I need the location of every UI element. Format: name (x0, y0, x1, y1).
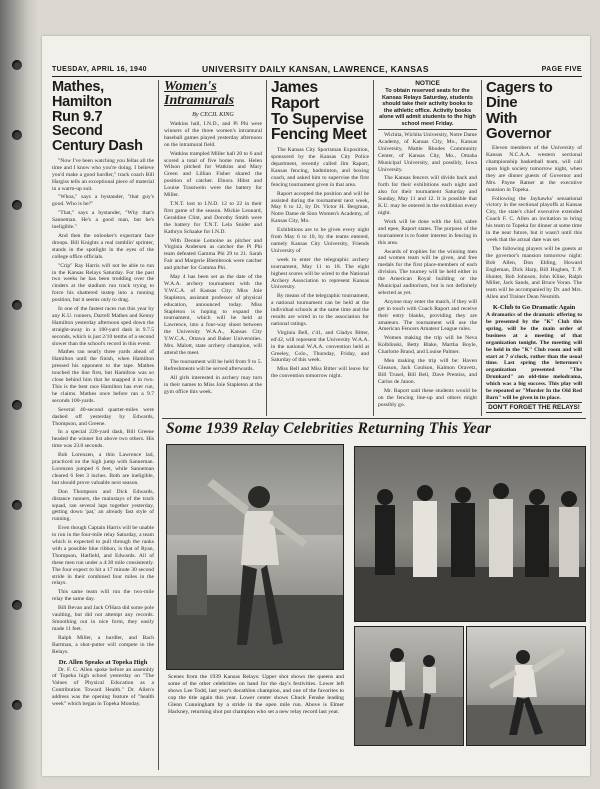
photo-shot-put (466, 626, 586, 746)
column-cagers (486, 80, 582, 416)
cagers-article: Eleven members of the University of Kansas N.C.A.A. western sectional championship basketball team, will call upon high society tomorrow night, when they are dinner guests of Governor and Mrs. Payne Ratner at the executive mansion in Topeka. Following the Jayhawks' sensational victory in the sectional playoffs at Kansas City, the state's chief executive extended Coach F. C. Allen an invitation to bring his team to Topeka for dinner at some time in the near future, but it wasn't until this week that the actual date was set. The following players will be guests at the governor's mansion tomorrow night: Bob Allen, Don Ebling, Howard Engleman, Dick Harp, Bill Hogben, T. P. Hunter, Bob Johnson, John Kline, Ralph Miller, Jack Sands, and Bruce Voran. The team will be accompanied by Dr. and Mrs. Allen and Trainer Dean Nesmith. (486, 145, 582, 301)
women-title: Women's Intramurals (164, 80, 235, 108)
cagers-headline: Cagers to Dine With Governor (486, 80, 553, 142)
binder-edge (0, 0, 40, 789)
paper-name: UNIVERSITY DAILY KANSAN, LAWRENCE, KANSAS (202, 64, 429, 74)
notice-title: NOTICE (415, 80, 440, 87)
byline: By CECIL KING (192, 111, 234, 118)
column-track (52, 80, 154, 770)
runners (355, 627, 463, 745)
issue-date: TUESDAY, APRIL 16, 1940 (52, 66, 147, 73)
column-rule (481, 80, 482, 416)
athlete-figure (167, 445, 343, 669)
column-women (164, 80, 262, 416)
column-notice (378, 80, 477, 416)
women-article: Watkins hall, I.N.D., and Pi Phi were winners of the three women's intramural baseball games played yesterday afternoon on the intramural field. Watkins trampled Miller hall 20 to 6 and scored a total of five home runs. Helen Wilson pitched for Watkins and Mary Green and Lillian Fisher shared the position of catcher. Elnora Hibst and Louise Trautwein were the battery for Miller. T.N.T. lost to I.N.D. 12 to 22 in their first game of the season. Mickie Leonard, Geraldine Clint, and Dorothy Smith were the battery for T.N.T. Lela Snider and Kathryn Schaake for I.N.D. With Deonie Lemoine as pitcher and Virginia Andersen as catcher the Pi Phi team defeated Gamma Phi 29 to 21. Sarah Fair and Margerie Blembrook were catcher and pitcher for Gamma Phi. May 4 has been set as the date of the W.A.A. archery tournament with the Y.W.C.A. of Kansas City. Miss Joie Stapleton, assistant professor of physical education, announced today. Miss Stapleton is hoping to expand the tournament, which will be held at Lawrence, into a four-way shoot between the University W.A.A., Kansas City Y.W.C.A., Ottawa and Baker Universities. Mrs. Malott, state archery champion, will attend the meet. The tournament will be held from 9 to 5. Refreshments will be served afterwards. All girls interested in archery may turn in their names to Miss Joie Stapleton at the gym office this week. (164, 121, 262, 395)
photo-caption: Scenes from the 1939 Kansas Relays: Upper shot shows the queens and some of the other celebrities on hand for the day's festivities. Lower left shows Lee Todd, last year's decathlon champion, and one of the favorites to cop the title again this year. Lower center shows Chuck Fenske leading Glenn Cunningham by a stride in the open mile run. Above is Elmer Hackney, returning shot put champion who set a new relay record last year. (168, 674, 344, 715)
column-fencing (271, 80, 369, 416)
photo-mile-run (354, 626, 464, 746)
newspaper-page (42, 36, 590, 776)
allen-article: Dr. F. C. Allen spoke before an assembly of Topeka high school yesterday on "The Values of Physical Education as a Contribution Toward Health." Dr. Allen's address was the opening feature of "health week" which began in Topeka Monday. (52, 666, 154, 708)
fencing-article: The Kansas City Sportsman Exposition, sponsored by the Kansas City Police department, recently called Jim Raport, Kansas fencing, badminton, and boxing coach, and asked him to supervise the first fencing tournament given in that area. Raport accepted the position and will be assisted during the tournament next week, May 6 to 12, by Dr. Victor H. Bergman, Notre Dame de Sion Women's Academy, of Kansas City, Mo. Exhibitions are to be given every night from May 6 to 10, by the teams entered, namely Kansas City University, Friends University of week to enter the telegraphic archery tournament, May 11 to 18. The eight highest scores will be wired to the National Archery Association to represent Kansas University. By means of the telegraphic tournament, a national tournament can be held at the individual schools at the same time and the results are wired in to the association for national ratings. Virginia Bell, c'41, and Gladys Bitter, ed'42, will represent the University W.A.A. in the national W.A.A. convention held at Greeley, Colo., Thursday, Friday, and Saturday of this week. Miss Bell and Miss Bitter will leave for the convention tomorrow night. (271, 147, 369, 380)
fencing-continued: Wichita, Wichita University, Notre Dame Academy, of Kansas City, Mo., Kansas University, Mattie Rhodes Community Center, of Kansas City, Mo., Omaha Municipal University, and possibly, Iowa University. The Kansas fencers will divide back and forth for their exhibitions each night and also for their tournament Saturday and Sunday, May 11 and 12. It is possible that K.U. may be entered in the exhibition every night. Work will be done with the foil, sabre and epee, Raport states. The purpose of the tournament is to foster interest in fencing in this area. Awards of trophies for the winning men and women team will be given, and free medals for the first place-members of each division. The tourney will be held either in the American Royal building or the Municipal auditorium, but is not definitely selected as yet. Anyone may enter the match, if they will get in touch with Coach Raport and receive their entry blanks, providing they are amateurs. The tournament will use the American Fencers Amateur League rules. Women making the trip will be Neva Kolblinski, Betty Blake, Martha Boyle, Charlotte Brand, and Louise Palmer. Men making the trip will be: Haven Gleason, Jack Coulson, Kalmon Oravetz, Bill Trusel, Bill Bell, Dave Prentiss, and Carlos de Janon. Mr. Raport said these students would be on the fencing line-up and others might possibly go. (378, 132, 477, 408)
photo-relay-queens (354, 446, 586, 622)
kclub-article: A dramatics of the dramatic offering to be presented by the "K" Club this spring, will be the main order of business at a meeting of that organization tonight. The meeting will be held in the "K" Club room and will start at 7 o'clock, rather than the usual time. Last spring the lettermen's organization presented "The Drunkard" an old-time melodrama, which was a big success. This play will be repeated or "Murder In the Old Red Barn" will be given in its place. (486, 312, 582, 401)
masthead (52, 64, 582, 77)
photo-heading: Some 1939 Relay Celebrities Returning This Year (166, 420, 492, 437)
column-rule (266, 80, 267, 416)
page-number: PAGE FIVE (541, 66, 582, 73)
fencing-headline: James Raport To Supervise Fencing Meet (271, 80, 367, 144)
allen-subhead: Dr. Allen Speaks at Topeka High (58, 658, 148, 666)
track-headline: Mathes, Hamilton Run 9.7 Second Century Dash (52, 80, 143, 155)
notice-rule (378, 129, 477, 130)
photo-section-rule (162, 418, 586, 419)
track-article: "Now I've been watching you fellas all the time and I know who you're doing. I believe you'd make a good hurdler," track coach Bill Hargiss tells an exceptional piece of material in a warm-up suit. "Whoa," says a bystander, "that guy's good. Who is he?" "That," says a bystander, "Why that's Sanneman. He's a good man, but he's ineligible." And then the onlooker's expectant face droops. Bill Knights a real ramblin' sprinter, stands in the spotlight in the eyes of the college office officials. "Crip" Ray Harris will not be able to run in the Kansas Relays Saturday. For the past two weeks he has been trodding over the cinders at the stadium run track trying to force his shattered instep into a running position, but it seems only to drag. In one of the fastest races run this year by any K.U. runners, Darrell Mathes and Kenny Hamilton yesterday afternoon sped down the straight-away in a 100-yard dash in 9.7.5 seconds, which is just 2/10 tenths of a second slower than the school's record in this event. Mathes ran nearly three yards ahead of Hamilton until the finish, when Hamilton pressed his opponent to the tape. Mathes touched the line first, but Hamilton was so close behind him that he snapped it in two. This is the best race Hamilton has ever run, he claims. Mathes once before ran a 9.7 seconds 100-yards. Several 40-second quarter-miles were dashed off yesterday by Edwards, Thompson, and Greene. In a special 220-yard dash, Bill Greene headed the winner list above two others. His time was 23.8 seconds. Bob Lorenzen, a thin Lawrence lad, practiced on the high jump with Sanneman. Lorenzen jumped 6 feet, while Sanneman cleared 6 feet 3 inches. Both are ineligible, but should prove valuable next season. Don Thompson and Dick Edwards, distance runners, the mainstays of the track squad, ran several laps together yesterday, getting down 'pat,' an already fast style of running. Even though Captain Harris will be unable to run in the four-mile relay Saturday, a team which is expected to pull through the ranks with a possible blue ribbon, is that of Ryan, Thompson, Hatfield, and Edwards. All of these men run under a 4:30 mile consistently. The four expect to hit a 17 minute 30 second stride in their combined four miles in the relays. This same team will run the two-mile relay the same day. Bill Bevan and Jack O'Hara did some pole vaulting, but did not attempt any records. Smoothing out in nice form, they easily made 11 feet. Ralph Miller, a hurdler, and Bach Bartman, a shot-putter will compete in the Relays. (52, 157, 154, 655)
relays-banner: DON'T FORGET THE RELAYS! (486, 402, 582, 413)
queens-group (355, 447, 585, 621)
column-rule (373, 80, 374, 416)
photo-lee-todd (166, 444, 344, 670)
column-rule (158, 80, 159, 770)
kclub-subhead: K-Club to Go Dramatic Again (492, 304, 576, 312)
notice-body: To obtain reserved seats for the Kansas Relays Saturday, students should take their activity books to the athletic office. Activity books alone will admit students to the high school meet Friday. (379, 88, 476, 127)
shot-putter (467, 627, 585, 745)
